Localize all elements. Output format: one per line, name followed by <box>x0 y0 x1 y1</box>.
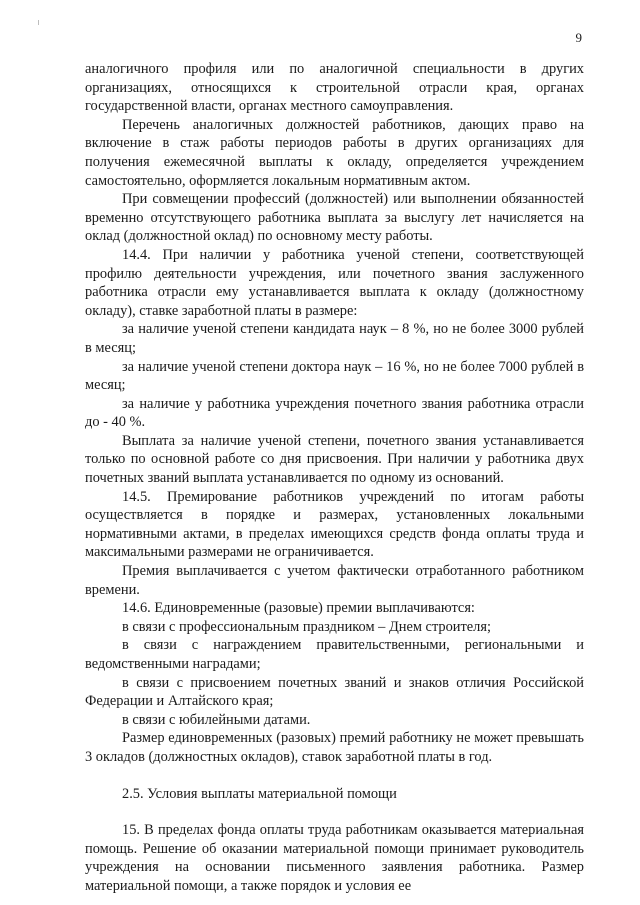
document-body <box>85 60 584 896</box>
paragraph: Выплата за наличие ученой степени, почетного звания устанавливается только по основной работе со дня присвоения. При наличии у работника двух почетных званий выплата устанавливается по одному из оснований. <box>85 432 584 487</box>
list-item-paragraph: в связи с присвоением почетных званий и знаков отличия Российской Федерации и Алтайского края; <box>85 674 584 710</box>
list-item-paragraph: в связи с награждением правительственными, региональными и ведомственными наградами; <box>85 637 584 672</box>
scan-edge-mark <box>38 20 39 25</box>
list-item-paragraph: за наличие у работника учреждения почетного звания работника отрасли до - 40 %. <box>85 395 584 431</box>
list-item-paragraph: за наличие ученой степени кандидата наук – 8 %, но не более 3000 рублей в месяц; <box>85 321 584 356</box>
paragraph: 15. В пределах фонда оплаты труда работникам оказывается материальная помощь. Решение об оказании материальной помощи принимает руководитель учреждения на основании письменного заявления работника. Размер материальной помощи, а также порядок и условия ее <box>85 822 584 894</box>
paragraph: Размер единовременных (разовых) премий работнику не может превышать 3 окладов (должностных окладов), ставок заработной платы в год. <box>85 730 584 765</box>
paragraph: аналогичного профиля или по аналогичной специальности в других организациях, относящихся к строительной отрасли края, органах государственной власти, органах местного самоуправления. <box>85 61 584 115</box>
section-heading: 2.5. Условия выплаты материальной помощи <box>122 785 397 802</box>
paragraph: 14.5. Премирование работников учреждений по итогам работы осуществляется в порядке и размерах, установленных локальными нормативными актами, в пределах имеющихся средств фонда оплаты труда и максимальными размерами не ограничивается. <box>85 488 584 561</box>
page-number: 9 <box>575 30 582 45</box>
list-item-paragraph: в связи с профессиональным праздником – Днем строителя; <box>122 618 491 635</box>
paragraph: Перечень аналогичных должностей работников, дающих право на включение в стаж работы периодов работы в других организациях для получения ежемесячной выплаты к окладу, определяется учреждением самостоятельно, оформляется локальным нормативным актом. <box>85 116 584 189</box>
paragraph: 14.6. Единовременные (разовые) премии выплачиваются: <box>122 600 475 617</box>
paragraph: При совмещении профессий (должностей) или выполнении обязанностей временно отсутствующего работника выплата за выслугу лет начисляется на оклад (должностной оклад) по основному месту работы. <box>85 191 584 245</box>
list-item-paragraph: за наличие ученой степени доктора наук – 16 %, но не более 7000 рублей в месяц; <box>85 358 584 394</box>
paragraph: Премия выплачивается с учетом фактически отработанного работником времени. <box>85 563 584 598</box>
list-item-paragraph: в связи с юбилейными датами. <box>122 711 311 728</box>
paragraph: 14.4. При наличии у работника ученой степени, соответствующей профилю деятельности учреждения, или почетного звания заслуженного работника отрасли ему устанавливается выплата к окладу (должностному окладу), ставке заработной платы в размере: <box>85 246 584 319</box>
